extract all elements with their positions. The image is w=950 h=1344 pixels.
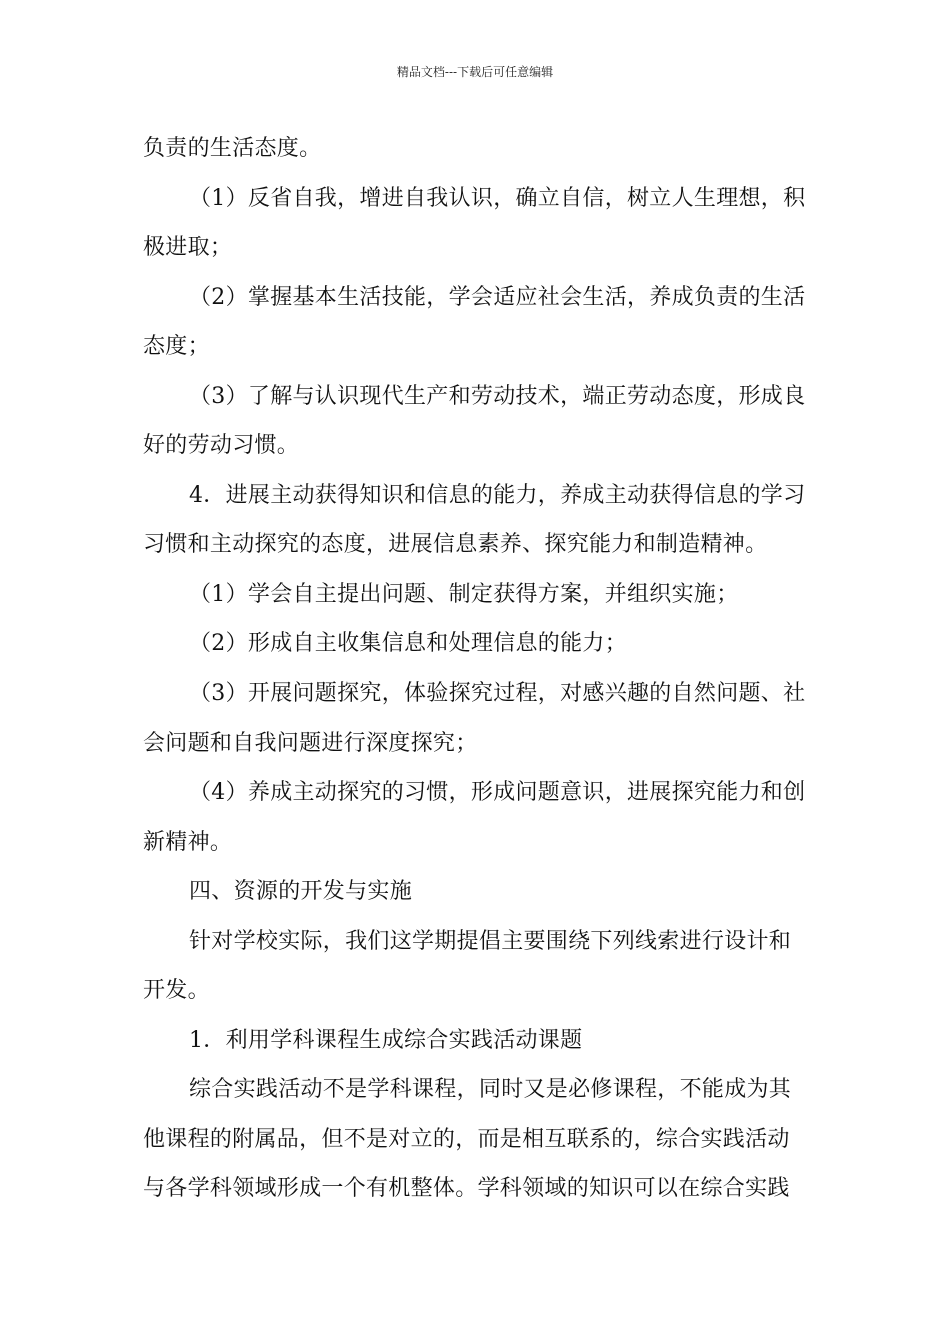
text-line: 态度； (143, 334, 210, 360)
page-header: 精品文档---下载后可任意编辑 (396, 65, 554, 79)
text-line: 新精神。 (143, 829, 233, 855)
text-line: （4）养成主动探究的习惯，形成问题意识，进展探究能力和创 (189, 780, 806, 806)
text-line: 综合实践活动不是学科课程，同时又是必修课程，不能成为其 (189, 1077, 792, 1103)
text-line: （2）形成自主收集信息和处理信息的能力； (189, 631, 627, 657)
text-line: 4．进展主动获得知识和信息的能力，养成主动获得信息的学习 (189, 482, 806, 508)
text-line: 针对学校实际，我们这学期提倡主要围绕下列线索进行设计和 (189, 928, 792, 954)
text-line: 好的劳动习惯。 (143, 433, 300, 459)
text-line: 负责的生活态度。 (143, 136, 322, 161)
section-heading: 四、资源的开发与实施 (189, 879, 413, 905)
document-body (143, 124, 808, 1214)
text-line: （1）反省自我，增进自我认识，确立自信，树立人生理想，积 (189, 185, 806, 211)
text-line: 极进取； (143, 235, 233, 261)
text-line: 与各学科领域形成一个有机整体。学科领域的知识可以在综合实践 (143, 1176, 790, 1202)
text-line: 会问题和自我问题进行深度探究； (143, 730, 478, 756)
text-line: 开发。 (143, 978, 210, 1004)
text-line: 他课程的附属品，但不是对立的，而是相互联系的，综合实践活动 (143, 1126, 790, 1152)
text-line: （3）了解与认识现代生产和劳动技术，端正劳动态度，形成良 (189, 383, 806, 409)
text-line: （3）开展问题探究，体验探究过程，对感兴趣的自然问题、社 (189, 681, 806, 707)
subsection-heading: 1．利用学科课程生成综合实践活动课题 (189, 1027, 583, 1053)
text-line: 习惯和主动探究的态度，进展信息素养、探究能力和制造精神。 (143, 532, 768, 558)
text-line: （1）学会自主提出问题、制定获得方案，并组织实施； (189, 581, 739, 607)
text-line: （2）掌握基本生活技能，学会适应社会生活，养成负责的生活 (189, 284, 806, 310)
